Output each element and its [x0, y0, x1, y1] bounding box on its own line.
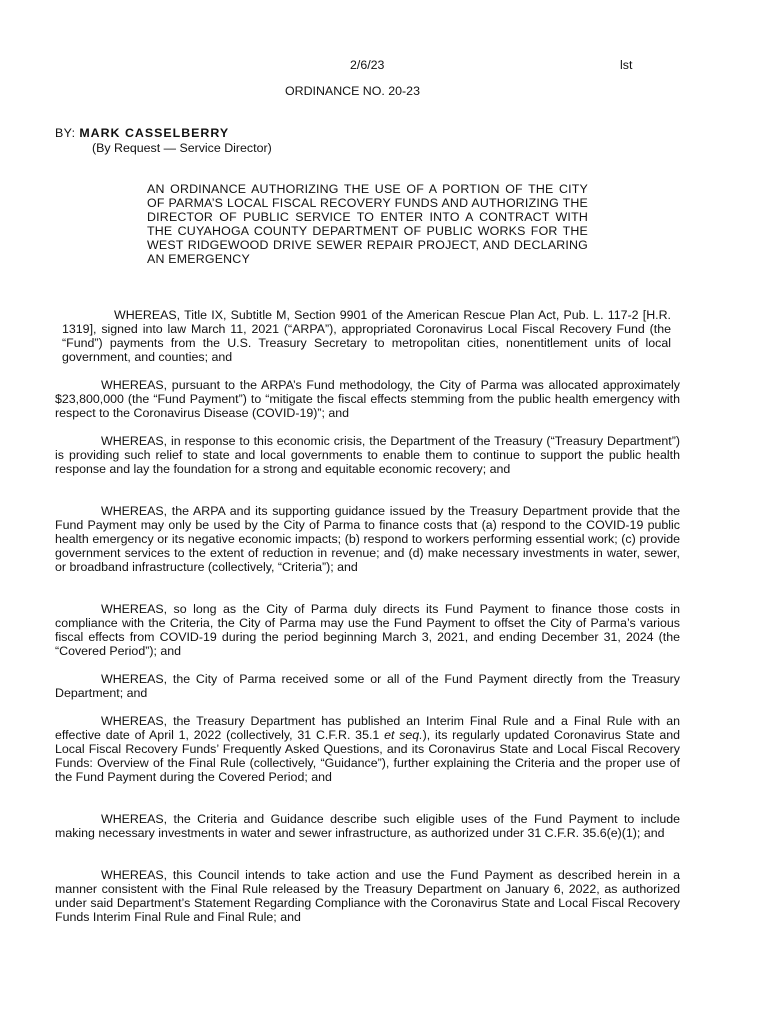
ordinance-title: AN ORDINANCE AUTHORIZING THE USE OF A PORTION OF THE CITY OF PARMA’S LOCAL FISCAL RECOVERY FUNDS AND AUTHORIZING THE DIRECTOR OF PUBLIC SERVICE TO ENTER INTO A CONTRACT WITH THE CUYAHOGA COUNTY DEPARTMENT OF PUBLIC WORKS FOR THE WEST RIDGEWOOD DRIVE SEWER REPAIR PROJECT, AND DECLARING AN EMERGENCY [147, 182, 588, 266]
whereas-paragraph [55, 504, 680, 574]
whereas-text: WHEREAS, so long as the City of Parma duly directs its Fund Payment to finance those costs in compliance with the Criteria, the City of Parma may use the Fund Payment to offset the City of Parma’s various fiscal effects from COVID-19 during the period beginning March 3, 2021, and ending December 31, 2024 (the “Covered Period”); and [55, 602, 680, 658]
whereas-paragraph [55, 434, 680, 476]
whereas-text: WHEREAS, the City of Parma received some or all of the Fund Payment directly from the Treasury Department; and [55, 672, 680, 700]
whereas-text: WHEREAS, pursuant to the ARPA’s Fund methodology, the City of Parma was allocated approximately $23,800,000 (the “Fund Payment”) to “mitigate the fiscal effects stemming from the public health emergency with respect to the Coronavirus Disease (COVID-19)”; and [55, 378, 680, 420]
whereas-paragraph [55, 602, 680, 658]
whereas-text: WHEREAS, the Treasury Department has published an Interim Final Rule and a Final Rule with an effective date of April 1, 2022 (collectively, 31 C.F.R. 35.1 et seq.), its regularly updated Coronavirus State and Local Fiscal Recovery Funds’ Frequently Asked Questions, and its Coronavirus State and Local Fiscal Recovery Funds: Overview of the Final Rule (collectively, “Guidance”), further explaining the Criteria and the proper use of the Fund Payment during the Covered Period; and [55, 714, 681, 784]
whereas-text: WHEREAS, Title IX, Subtitle M, Section 9901 of the American Rescue Plan Act, Pub. L. 117-2 [H.R. 1319], signed into law March 11, 2021 (“ARPA”), appropriated Coronavirus Local Fiscal Recovery Fund (the “Fund”) payments from the U.S. Treasury Secretary to metropolitan cities, nonentitlement units of local government, and counties; and [62, 308, 671, 364]
whereas-paragraph [55, 672, 680, 700]
ordinance-date: 2/6/23 [350, 58, 385, 72]
whereas-text: WHEREAS, the ARPA and its supporting guidance issued by the Treasury Department provide that the Fund Payment may only be used by the City of Parma to finance costs that (a) respond to the COVID-19 public health emergency or its negative economic impacts; (b) respond to workers performing essential work; (c) provide government services to the extent of reduction in revenue; and (d) make necessary investments in water, sewer, or broadband infrastructure (collectively, “Criteria”); and [55, 504, 680, 574]
whereas-text: WHEREAS, in response to this economic crisis, the Department of the Treasury (“Treasury Department”) is providing such relief to state and local governments to enable them to continue to support the public health response and lay the foundation for a strong and equitable economic recovery; and [55, 434, 680, 476]
sponsor-line [55, 126, 229, 140]
whereas-text: WHEREAS, the Criteria and Guidance describe such eligible uses of the Fund Payment to include making necessary investments in water and sewer infrastructure, as authorized under 31 C.F.R. 35.6(e)(1); and [55, 812, 680, 840]
sponsor-name: MARK CASSELBERRY [79, 126, 230, 140]
whereas-paragraph [55, 714, 680, 784]
whereas-paragraph [55, 378, 680, 420]
reading-label: lst [620, 58, 633, 72]
whereas-paragraph [55, 812, 680, 840]
whereas-paragraph [62, 308, 671, 364]
whereas-paragraph [55, 868, 680, 924]
whereas-text: WHEREAS, this Council intends to take action and use the Fund Payment as described herein in a manner consistent with the Final Rule released by the Treasury Department on January 6, 2022, as authorized under said Department’s Statement Regarding Compliance with the Coronavirus State and Local Fiscal Recovery Funds Interim Final Rule and Final Rule; and [55, 868, 680, 924]
ordinance-number: ORDINANCE NO. 20-23 [285, 84, 420, 98]
sponsor-request: (By Request — Service Director) [92, 141, 272, 155]
sponsor-by-label: BY: [55, 126, 76, 140]
